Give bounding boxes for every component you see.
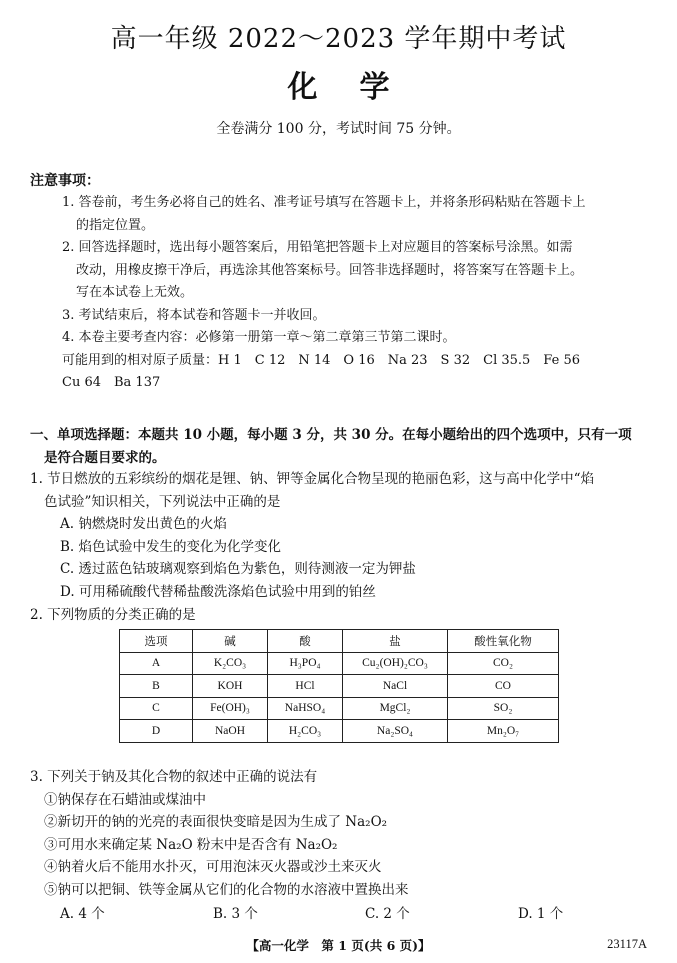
table-cell: MgCl₂ [343,697,448,720]
table-row [120,652,559,675]
table-cell: SO₂ [448,697,559,720]
exam-title: 高一年级 2022～2023 学年期中考试 [110,24,567,54]
table-cell: Fe(OH)₃ [193,697,268,720]
table-row [120,720,559,743]
statement-4: ④钠着火后不能用水扑灭，可用泡沫灭火器或沙土来灭火 [44,859,382,875]
table-cell: Mn₂O₇ [448,720,559,743]
table-cell: D [120,720,193,743]
note-line: 的指定位置。 [76,217,155,233]
statement-5: ⑤钠可以把铜、铁等金属从它们的化合物的水溶液中置换出来 [44,881,409,898]
table-header-row [120,630,559,653]
score-time-note: 全卷满分 100 分，考试时间 75 分钟。 [216,121,461,137]
section-line: 是符合题目要求的。 [44,449,166,466]
note-item [62,192,652,237]
table-cell: K₂CO₃ [193,652,268,675]
question-stem: 2. 下列物质的分类正确的是 [30,607,196,623]
table-cell: CO₂ [448,652,559,675]
subject-title: 化学 [287,70,432,105]
option-a: A. 钠燃烧时发出黄色的火焰 [60,516,227,532]
statement-1: ①钠保存在石蜡油或煤油中 [44,791,206,808]
section-line: 一、单项选择题：本题共 10 小题，每小题 3 分，共 30 分。在每小题给出的四个选项中，只有一项 [30,427,632,443]
choice-a: A. 4 个 [60,906,105,922]
note-item [62,327,652,350]
table-header: 酸 [268,630,343,653]
table-cell: Cu₂(OH)₂CO₃ [343,652,448,675]
table-header: 盐 [343,630,448,653]
atomic-mass-line: 可能用到的相对原子质量：H 1 C 12 N 14 O 16 Na 23 S 32 Cl 35.5 Fe 56 [62,352,580,368]
page-footer: 【高一化学 第 1 页(共 6 页)】 [246,938,431,953]
note-line: 3. 考试结束后，将本试卷和答题卡一并收回。 [62,307,326,323]
question-1 [30,468,655,603]
table-cell: A [120,652,193,675]
note-line: 写在本试卷上无效。 [76,285,194,300]
question-stem: 3. 下列关于钠及其化合物的叙述中正确的说法有 [30,769,318,785]
table-cell: NaOH [193,720,268,743]
question-3 [30,766,655,901]
table-row [120,675,559,698]
choice-c: C. 2 个 [365,906,410,922]
note-line: 4. 本卷主要考查内容：必修第一册第一章～第二章第三节第二课时。 [62,330,456,345]
table-cell: CO [448,675,559,698]
table-header: 选项 [120,630,193,653]
table-cell: NaHSO₄ [268,697,343,720]
classification-table [119,629,559,743]
note-line: 2. 回答选择题时，选出每小题答案后，用铅笔把答题卡上对应题目的答案标号涂黑。如需 [62,240,573,255]
table-cell: C [120,697,193,720]
section-heading [30,424,655,469]
table-row [120,697,559,720]
table-cell: B [120,675,193,698]
statement-2: ②新切开的钠的光亮的表面很快变暗是因为生成了 Na₂O₂ [44,814,388,830]
choice-b: B. 3 个 [213,906,258,922]
table-header: 碱 [193,630,268,653]
exam-code: 23117A [607,937,647,951]
option-c: C. 透过蓝色钴玻璃观察到焰色为紫色，则待测液一定为钾盐 [60,561,416,577]
question-stem: 色试验”知识相关，下列说法中正确的是 [44,493,281,510]
table-header: 酸性氧化物 [448,630,559,653]
atomic-mass-line: Cu 64 Ba 137 [62,375,161,390]
note-line: 改动，用橡皮擦干净后，再选涂其他答案标号。回答非选择题时，将答案写在答题卡上。 [76,262,584,278]
table-cell: H₂CO₃ [268,720,343,743]
note-item [62,305,652,328]
option-d: D. 可用稀硫酸代替稀盐酸洗涤焰色试验中用到的铂丝 [60,583,376,600]
table-cell: KOH [193,675,268,698]
notes-heading: 注意事项： [30,173,100,189]
option-b: B. 焰色试验中发生的变化为化学变化 [60,538,282,555]
note-line: 1. 答卷前，考生务必将自己的姓名、准考证号填写在答题卡上，并将条形码粘贴在答题卡上 [62,195,586,210]
table-cell: HCl [268,675,343,698]
table-cell: NaCl [343,675,448,698]
choice-d: D. 1 个 [518,906,564,922]
table-cell: H₃PO₄ [268,652,343,675]
notes-list [62,192,652,395]
question-stem: 1. 节日燃放的五彩缤纷的烟花是锂、钠、钾等金属化合物呈现的艳丽色彩，这与高中化学中“焰 [30,471,595,487]
note-item [62,237,652,305]
table-cell: Na₂SO₄ [343,720,448,743]
statement-3: ③可用水来确定某 Na₂O 粉末中是否含有 Na₂O₂ [44,836,338,853]
question-2 [30,604,655,627]
